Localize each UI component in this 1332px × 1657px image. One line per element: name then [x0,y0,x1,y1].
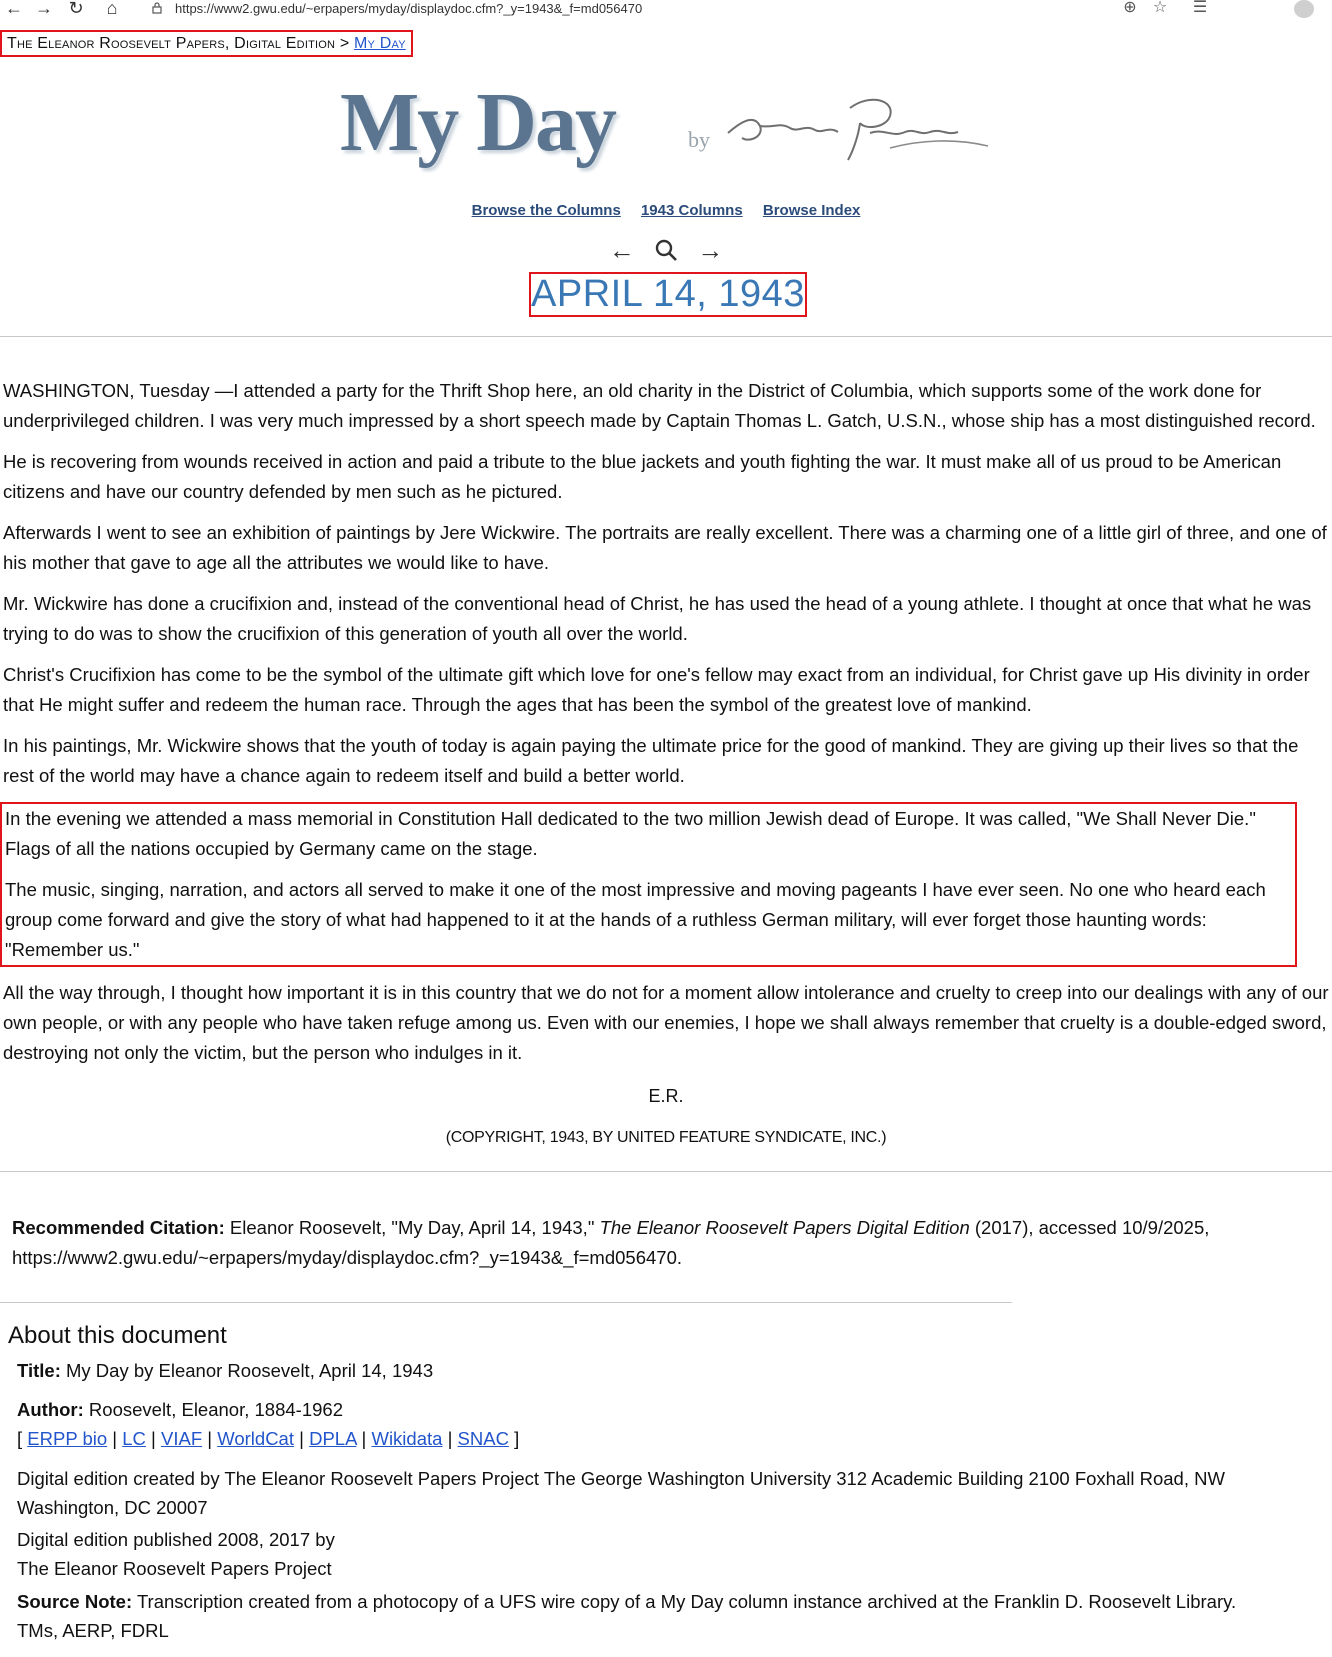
title-label: Title: [17,1360,61,1381]
article-paragraph: In the evening we attended a mass memorial in Constitution Hall dedicated to the two million Jewish dead of Europe. It was called, "We Shall Never Die." Flags of all the nations occupied by Germany came on the stage. [5,808,1256,859]
link-separator: | [442,1428,458,1449]
author-field [0,1395,1332,1424]
article-paragraph: The music, singing, narration, and actors all served to make it one of the most impressive and moving pageants I have ever seen. No one who heard each group come forward and give the story of what had happened to it at the hands of a ruthless German military, will ever forget those haunting words: "Remember us." [5,879,1266,960]
article-paragraph: All the way through, I thought how important it is in this country that we do not for a moment allow intolerance and cruelty to creep into our dealings with any of our own people, or with any people who have taken refuge among us. Even with our enemies, I hope we shall always remember that cruelty is a double-edged sword, destroying not only the victim, but the person who indulges in it. [3,982,1329,1063]
article-paragraph: In his paintings, Mr. Wickwire shows that the youth of today is again paying the ultimate price for the good of mankind. They are giving up their lives so that the rest of the world may have a chance again to redeem itself and build a better world. [3,735,1299,786]
highlighted-passage [0,802,1297,967]
signature-image [720,88,990,168]
signoff: E.R. [648,1086,684,1106]
divider [0,1302,1012,1303]
erpp-bio-link[interactable]: ERPP bio [27,1428,108,1449]
wikidata-link[interactable]: Wikidata [371,1428,443,1449]
home-icon[interactable]: ⌂ [106,0,118,18]
prev-next-controls [0,235,1332,265]
link-separator: | [293,1428,310,1449]
next-arrow-icon[interactable]: → [697,235,724,265]
title-field [0,1356,1332,1385]
author-label: Author: [17,1399,84,1420]
article-body [3,376,1330,1079]
created-by: Digital edition created by The Eleanor Roosevelt Papers Project The George Washington University 312 Academic Building 2100 Foxhall Road, NW Washington, DC 20007 [17,1468,1225,1518]
viaf-link[interactable]: VIAF [161,1428,203,1449]
zoom-icon[interactable]: ⊕ [1123,0,1137,16]
link-separator: | [356,1428,372,1449]
breadcrumb-root: The Eleanor Roosevelt Papers, Digital Edition [7,35,336,52]
article-paragraph: Afterwards I went to see an exhibition of paintings by Jere Wickwire. The portraits are really excellent. There was a charming one of a little girl of three, and one of his mother that gave to age all the attributes we would like to have. [3,522,1327,573]
link-separator: | [107,1428,123,1449]
masthead-by: by [688,127,710,152]
source-note [0,1587,1332,1616]
published-line-1: Digital edition published 2008, 2017 by [17,1529,335,1550]
divider [0,336,1332,337]
source-value: Transcription created from a photocopy of a UFS wire copy of a My Day column instance archived at the Franklin D. Roosevelt Library. [132,1591,1237,1612]
year-columns-link[interactable]: 1943 Columns [640,202,743,219]
citation-title: The Eleanor Roosevelt Papers Digital Edition [599,1217,970,1238]
bracket: ] [508,1428,520,1449]
published-line-2: The Eleanor Roosevelt Papers Project [17,1558,332,1579]
citation-text-after: (2017), accessed 10/9/2025, https://www2.gwu.edu/~erpapers/myday/displaydoc.cfm?_y=1943&_f=md056470. [12,1217,1210,1268]
column-date: APRIL 14, 1943 [531,273,805,315]
authority-links [0,1424,1332,1453]
about-heading: About this document [8,1322,227,1349]
masthead [340,78,1000,178]
article-paragraph: He is recovering from wounds received in action and paid a tribute to the blue jackets and youth fighting the war. It must make all of us proud to be American citizens and have our country defended by men such as he pictured. [3,451,1282,502]
source-label: Source Note: [17,1591,133,1612]
browse-index-link[interactable]: Browse Index [762,202,861,219]
article-paragraph: Christ's Crucifixion has come to be the symbol of the ultimate gift which love for one's fellow may exact from an individual, for Christ gave up His divinity in order that He might suffer and redeem the human race. Through the ages that has been the symbol of the greatest love of mankind. [3,664,1310,715]
breadcrumb [0,30,413,57]
forward-arrow-icon[interactable]: → [35,0,53,18]
browser-toolbar [0,0,1332,20]
link-separator: | [202,1428,218,1449]
my-day-logo: My Day [340,76,615,169]
citation-text: Eleanor Roosevelt, "My Day, April 14, 1943," [224,1217,600,1238]
back-arrow-icon[interactable]: ← [5,0,23,18]
breadcrumb-my-day-link[interactable]: My Day [354,35,406,52]
citation-label: Recommended Citation: [12,1217,225,1238]
link-separator: | [145,1428,161,1449]
browse-columns-link[interactable]: Browse the Columns [471,202,621,219]
column-date-box [529,272,807,317]
page-info-icon[interactable] [152,2,162,14]
previous-arrow-icon[interactable]: ← [608,235,635,265]
about-document [0,1320,1332,1645]
favorites-icon[interactable]: ☰ [1192,0,1208,16]
author-value: Roosevelt, Eleanor, 1884-1962 [83,1399,343,1420]
profile-avatar[interactable] [1294,0,1314,18]
article-paragraph: Mr. Wickwire has done a crucifixion and, instead of the conventional head of Christ, he has used the head of a young athlete. I thought at once that what he was trying to do was to show the crucifixion of this generation of youth all over the world. [3,593,1312,644]
star-icon[interactable]: ☆ [1152,0,1168,16]
dpla-link[interactable]: DPLA [309,1428,357,1449]
column-navigation [0,199,1332,223]
recommended-citation [12,1213,1322,1273]
title-value: My Day by Eleanor Roosevelt, April 14, 1943 [60,1360,434,1381]
divider [0,1171,1332,1172]
article-paragraph: WASHINGTON, Tuesday —I attended a party for the Thrift Shop here, an old charity in the District of Columbia, which supports some of the work done for underprivileged children. I was very much impressed by a short speech made by Captain Thomas L. Gatch, U.S.N., whose ship has a most distinguished record. [3,380,1316,431]
source-line-2: TMs, AERP, FDRL [17,1620,169,1641]
worldcat-link[interactable]: WorldCat [217,1428,294,1449]
copyright-notice: (COPYRIGHT, 1943, BY UNITED FEATURE SYNDICATE, INC.) [445,1129,887,1146]
breadcrumb-separator: > [339,35,350,52]
bracket: [ [17,1428,28,1449]
search-icon[interactable] [654,235,678,265]
url-text[interactable]: https://www2.gwu.edu/~erpapers/myday/displaydoc.cfm?_y=1943&_f=md056470 [175,1,643,16]
reload-icon[interactable]: ↻ [68,0,84,18]
lc-link[interactable]: LC [122,1428,146,1449]
snac-link[interactable]: SNAC [457,1428,509,1449]
